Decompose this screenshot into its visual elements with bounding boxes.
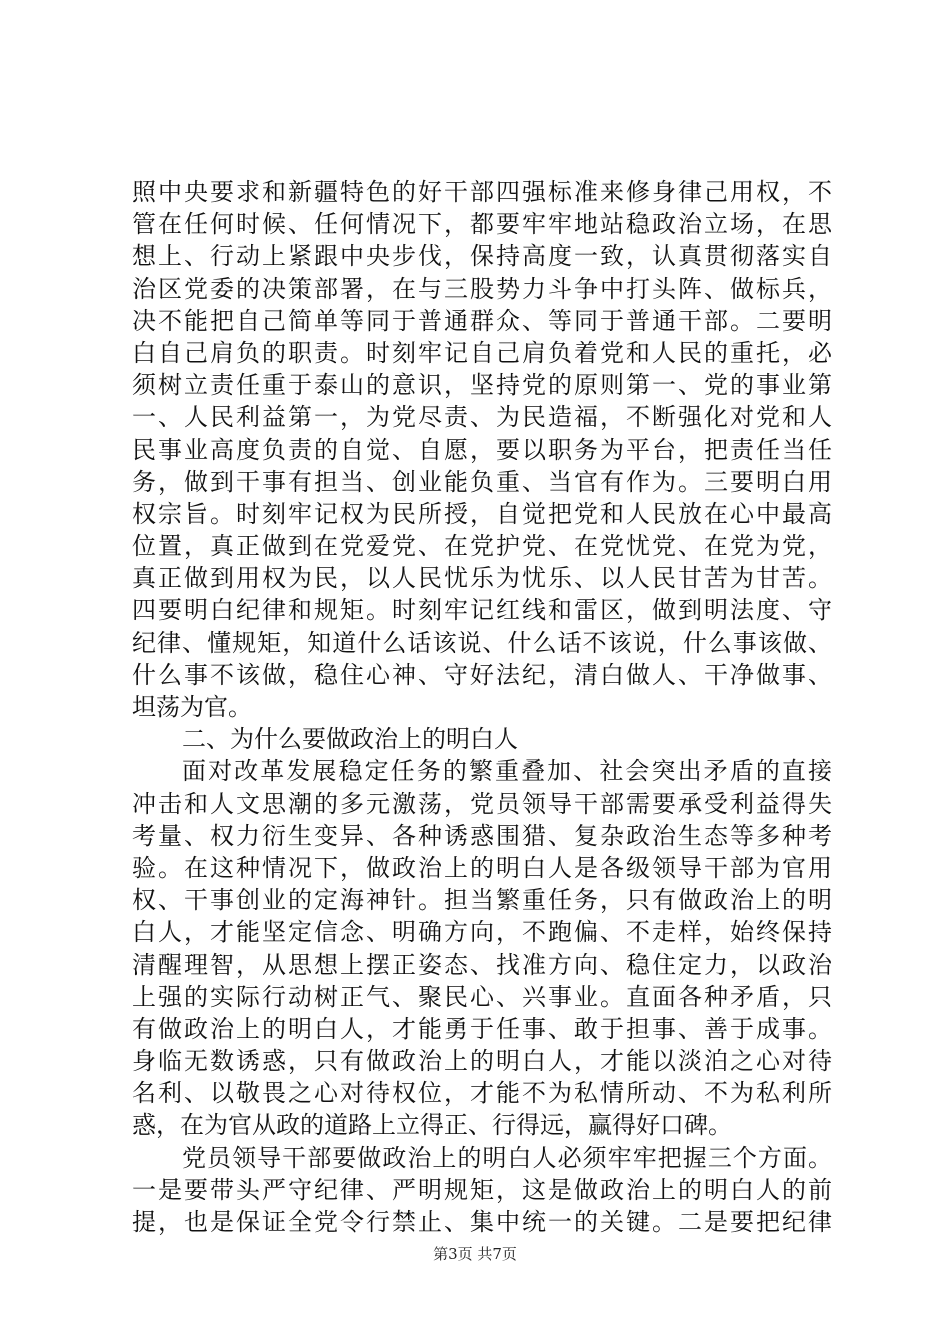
text-line: 面对改革发展稳定任务的繁重叠加、社会突出矛盾的直接 xyxy=(182,757,832,786)
text-line: 有做政治上的明白人，才能勇于任事、敢于担事、善于成事。 xyxy=(132,1014,832,1043)
text-line: 真正做到用权为民，以人民忧乐为忧乐、以人民甘苦为甘苦。 xyxy=(132,564,832,593)
text-line: 身临无数诱惑，只有做政治上的明白人，才能以淡泊之心对待 xyxy=(132,1047,832,1076)
text-line: 上强的实际行动树正气、聚民心、兴事业。直面各种矛盾，只 xyxy=(132,982,832,1011)
text-line: 提，也是保证全党令行禁止、集中统一的关键。二是要把纪律 xyxy=(132,1208,832,1236)
text-line: 决不能把自己简单等同于普通群众、等同于普通干部。二要明 xyxy=(132,306,832,335)
text-line: 纪律、懂规矩，知道什么话该说、什么话不该说，什么事该做、 xyxy=(132,628,832,657)
text-line: 民事业高度负责的自觉、自愿，要以职务为平台，把责任当任 xyxy=(132,435,832,464)
text-line: 想上、行动上紧跟中央步伐，保持高度一致，认真贯彻落实自 xyxy=(132,242,832,271)
text-line: 党员领导干部要做政治上的明白人必须牢牢把握三个方面。 xyxy=(182,1143,832,1172)
page-footer xyxy=(0,1243,950,1264)
text-line: 验。在这种情况下，做政治上的明白人是各级领导干部为官用 xyxy=(132,853,832,882)
text-line: 白人，才能坚定信念、明确方向，不跑偏、不走样，始终保持 xyxy=(132,918,832,947)
text-line: 权宗旨。时刻牢记权为民所授，自觉把党和人民放在心中最高 xyxy=(132,499,832,528)
text-line: 白自己肩负的职责。时刻牢记自己肩负着党和人民的重托，必 xyxy=(132,338,832,367)
text-line: 务，做到干事有担当、创业能负重、当官有作为。三要明白用 xyxy=(132,467,832,496)
page-number: 第3页 共7页 xyxy=(433,1245,517,1263)
text-line: 坦荡为官。 xyxy=(132,693,252,721)
text-line: 名利、以敬畏之心对待权位，才能不为私情所动、不为私利所 xyxy=(132,1079,832,1108)
text-line: 治区党委的决策部署，在与三股势力斗争中打头阵、做标兵， xyxy=(132,274,832,303)
text-line: 权、干事创业的定海神针。担当繁重任务，只有做政治上的明 xyxy=(132,886,832,915)
text-line: 照中央要求和新疆特色的好干部四强标准来修身律己用权，不 xyxy=(132,178,832,206)
text-line: 什么事不该做，稳住心神、守好法纪，清白做人、干净做事、 xyxy=(132,660,832,689)
text-line: 位置，真正做到在党爱党、在党护党、在党忧党、在党为党， xyxy=(132,532,832,561)
text-line: 考量、权力衍生变异、各种诱惑围猎、复杂政治生态等多种考 xyxy=(132,821,832,850)
text-line: 一、人民利益第一，为党尽责、为民造福，不断强化对党和人 xyxy=(132,403,832,432)
text-line: 一是要带头严守纪律、严明规矩，这是做政治上的明白人的前 xyxy=(132,1175,832,1204)
text-line: 惑，在为官从政的道路上立得正、行得远，赢得好口碑。 xyxy=(132,1111,732,1140)
section-heading: 二、为什么要做政治上的明白人 xyxy=(182,725,518,754)
body-text xyxy=(132,176,832,1238)
text-line: 四要明白纪律和规矩。时刻牢记红线和雷区，做到明法度、守 xyxy=(132,596,832,625)
text-line: 冲击和人文思潮的多元激荡，党员领导干部需要承受利益得失 xyxy=(132,789,832,818)
text-line: 管在任何时候、任何情况下，都要牢牢地站稳政治立场，在思 xyxy=(132,210,832,239)
text-line: 清醒理智，从思想上摆正姿态、找准方向、稳住定力，以政治 xyxy=(132,950,832,979)
text-line: 须树立责任重于泰山的意识，坚持党的原则第一、党的事业第 xyxy=(132,371,832,400)
